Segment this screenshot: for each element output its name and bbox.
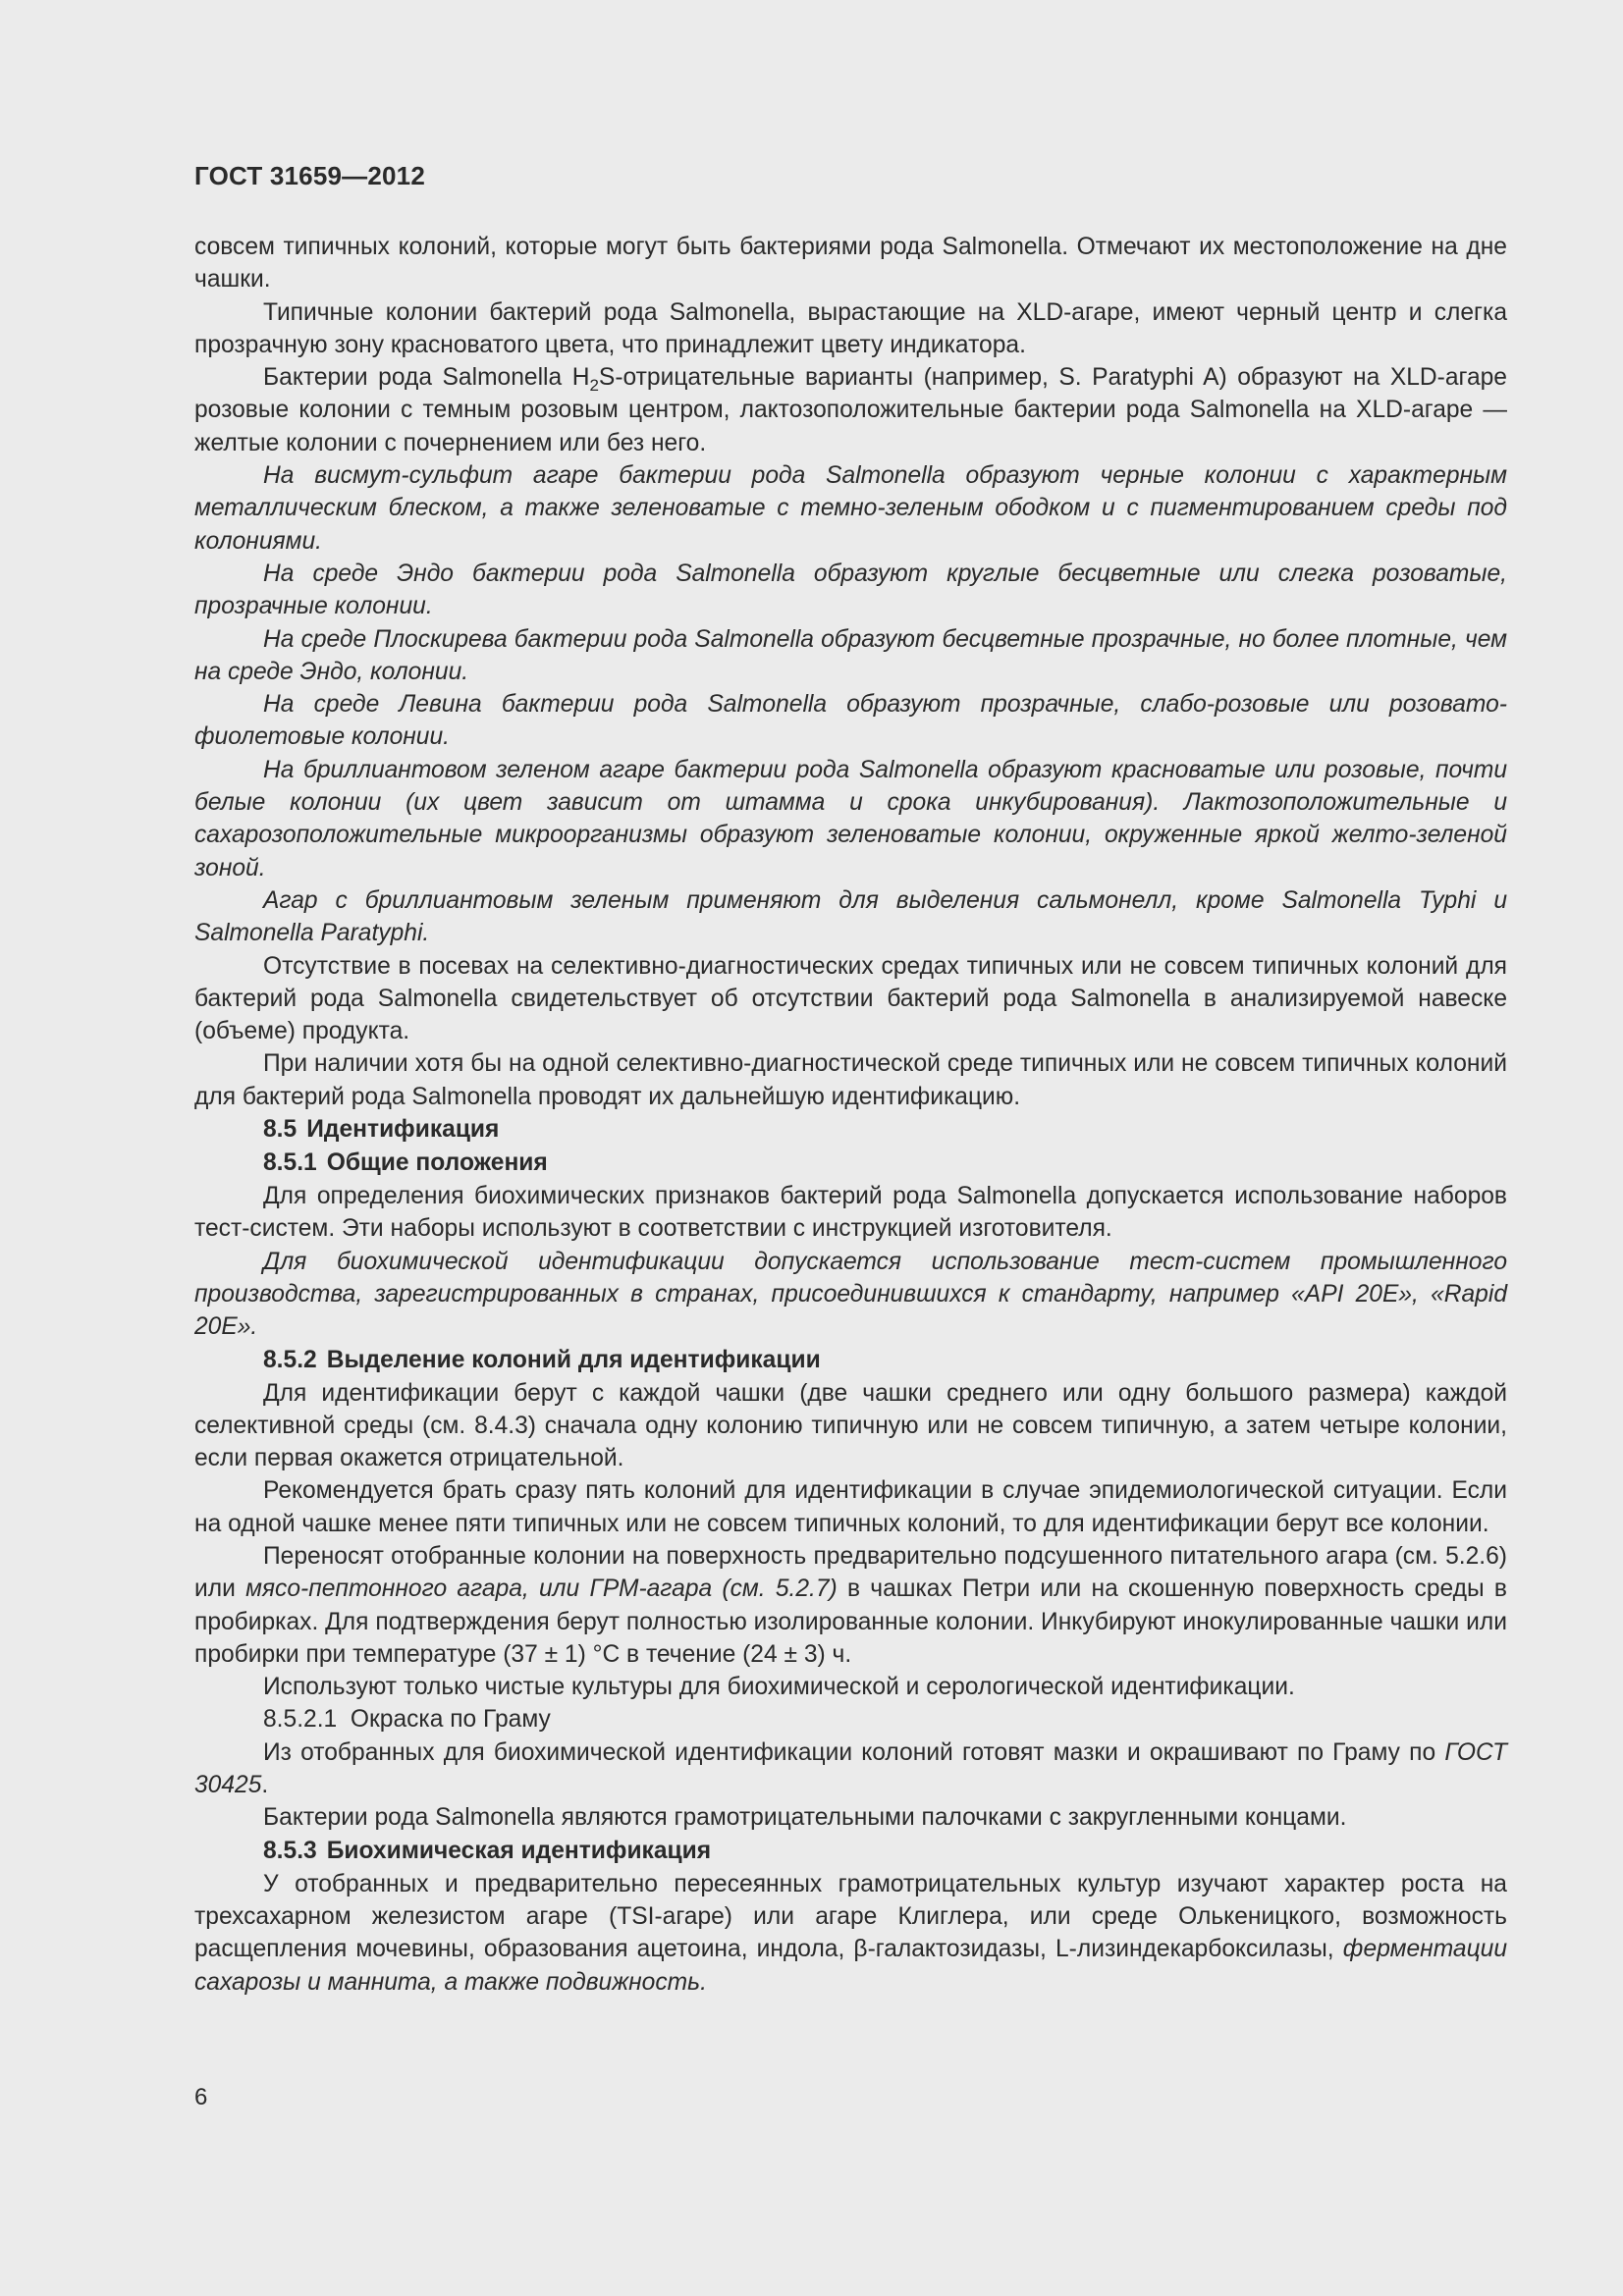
document-header: ГОСТ 31659—2012 xyxy=(194,161,425,190)
section-title: Биохимическая идентификация xyxy=(326,1837,712,1864)
paragraph xyxy=(194,1540,1507,1671)
section-number: 8.5.3 xyxy=(263,1837,317,1864)
paragraph: На среде Левина бактерии рода Salmonella образуют прозрачные, слабо-розовые или розовато-фиолетовые колонии. xyxy=(194,691,1507,751)
section-heading xyxy=(194,1147,1507,1180)
paragraph: Используют только чистые культуры для биохимической и серологической идентификации. xyxy=(263,1674,1295,1701)
paragraph: При наличии хотя бы на одной селективно-диагностической среде типичных или не совсем типичных колоний для бактерий рода Salmonella проводят их дальнейшую идентификацию. xyxy=(194,1050,1507,1110)
paragraph: Бактерии рода Salmonella являются грамотрицательными палочками с закругленными концами. xyxy=(263,1804,1347,1832)
standard-reference: ГОСТ 30425 xyxy=(194,1738,1507,1799)
paragraph: Для определения биохимических признаков бактерий рода Salmonella допускается использование наборов тест-систем. Эти наборы используют в соответствии с инструкцией изготовителя. xyxy=(194,1183,1507,1243)
paragraph: Агар с бриллиантовым зеленым применяют для выделения сальмонелл, кроме Salmonella Typhi и Salmonella Paratyphi. xyxy=(194,886,1507,947)
document-body xyxy=(194,231,1507,1999)
text-run: в чашках Петри или на скошенную поверхность среды в пробирках. Для подтверждения берут полностью изолированные колонии. Инкубируют инокулированные чашки или пробирки при температуре (37 ± 1) °С в течение (24 ± 3) ч. xyxy=(194,1575,1507,1668)
text-run: Переносят отобранные колонии на поверхность предварительно подсушенного питательного агара (см. 5.2.6) или xyxy=(194,1542,1507,1603)
section-heading xyxy=(194,1344,1507,1377)
text-run: Бактерии рода Salmonella H xyxy=(263,364,590,392)
section-title: Идентификация xyxy=(306,1116,500,1144)
paragraph: На среде Плоскирева бактерии рода Salmonella образуют бесцветные прозрачные, но более плотные, чем на среде Эндо, колонии. xyxy=(194,625,1507,685)
paragraph: На бриллиантовом зеленом агаре бактерии рода Salmonella образуют красноватые или розовые, почти белые колонии (их цвет зависит от штамма и срока инкубирования). Лактозоположительные и сахарозоположительные микроорганизмы образуют зеленоватые колонии, окруженные яркой желто-зеленой зоной. xyxy=(194,756,1507,881)
paragraph: Для идентификации берут с каждой чашки (две чашки среднего или одну большого размера) каждой селективной среды (см. 8.4.3) сначала одну колонию типичную или не совсем типичную, а затем четыре колонии, если первая окажется отрицательной. xyxy=(194,1379,1507,1472)
text-run: У отобранных и предварительно пересеянных грамотрицательных культур изучают характер роста на трехсахарном железистом агаре (TSI-агаре) или агаре Клиглера, или среде Олькеницкого, возможность расщепления мочевины, образования ацетоина, индола, β-галактозидазы, L-лизиндекарбоксилазы, xyxy=(194,1870,1507,1963)
text-run-italic: ферментации сахарозы и маннита, а также подвижность. xyxy=(194,1936,1507,1996)
text-run-italic: мясо-пептонного агара, или ГРМ-агара (см. 5.2.7) xyxy=(245,1575,838,1603)
paragraph: совсем типичных колоний, которые могут быть бактериями рода Salmonella. Отмечают их местоположение на дне чашки. xyxy=(194,234,1507,294)
subsection-heading: 8.5.2.1 Окраска по Граму xyxy=(263,1706,551,1734)
section-number: 8.5.1 xyxy=(263,1149,317,1177)
paragraph: Рекомендуется брать сразу пять колоний для идентификации в случае эпидемиологической ситуации. Если на одной чашке менее пяти типичных или не совсем типичных колоний, то для идентификации берут все колонии. xyxy=(194,1477,1507,1537)
subscript: 2 xyxy=(589,376,599,396)
section-heading xyxy=(194,1835,1507,1868)
paragraph xyxy=(194,361,1507,459)
section-number: 8.5.2 xyxy=(263,1346,317,1373)
section-title: Общие положения xyxy=(326,1149,548,1177)
paragraph xyxy=(194,1868,1507,1999)
text-run: Из отобранных для биохимической идентификации колоний готовят мазки и окрашивают по Граму по xyxy=(263,1738,1445,1766)
section-heading xyxy=(194,1113,1507,1147)
paragraph: Отсутствие в посевах на селективно-диагностических средах типичных или не совсем типичных колоний для бактерий рода Salmonella свидетельствует об отсутствии бактерий рода Salmonella в анализируемой навеске (объеме) продукта. xyxy=(194,952,1507,1045)
paragraph: На среде Эндо бактерии рода Salmonella образуют круглые бесцветные или слегка розоватые, прозрачные колонии. xyxy=(194,560,1507,620)
paragraph xyxy=(194,1736,1507,1802)
paragraph: Типичные колонии бактерий рода Salmonella, вырастающие на XLD-агаре, имеют черный центр и слегка прозрачную зону красноватого цвета, что принадлежит цвету индикатора. xyxy=(194,298,1507,358)
text-run: S-отрицательные варианты (например, S. Paratyphi A) образуют на XLD-агаре розовые колонии с темным розовым центром, лактозоположительные бактерии рода Salmonella на XLD-агаре — желтые колонии с почернением или без него. xyxy=(194,364,1507,456)
page-number: 6 xyxy=(194,2084,208,2110)
text-run: . xyxy=(261,1772,269,1799)
paragraph: На висмут-сульфит агаре бактерии рода Salmonella образуют черные колонии с характерным металлическим блеском, а также зеленоватые с темно-зеленым ободком и с пигментированием среды под колониями. xyxy=(194,462,1507,555)
section-title: Выделение колоний для идентификации xyxy=(326,1346,821,1373)
section-number: 8.5 xyxy=(263,1116,298,1144)
paragraph: Для биохимической идентификации допускается использование тест-систем промышленного производства, зарегистрированных в странах, присоединившихся к стандарту, например «API 20E», «Rapid 20E». xyxy=(194,1248,1507,1341)
